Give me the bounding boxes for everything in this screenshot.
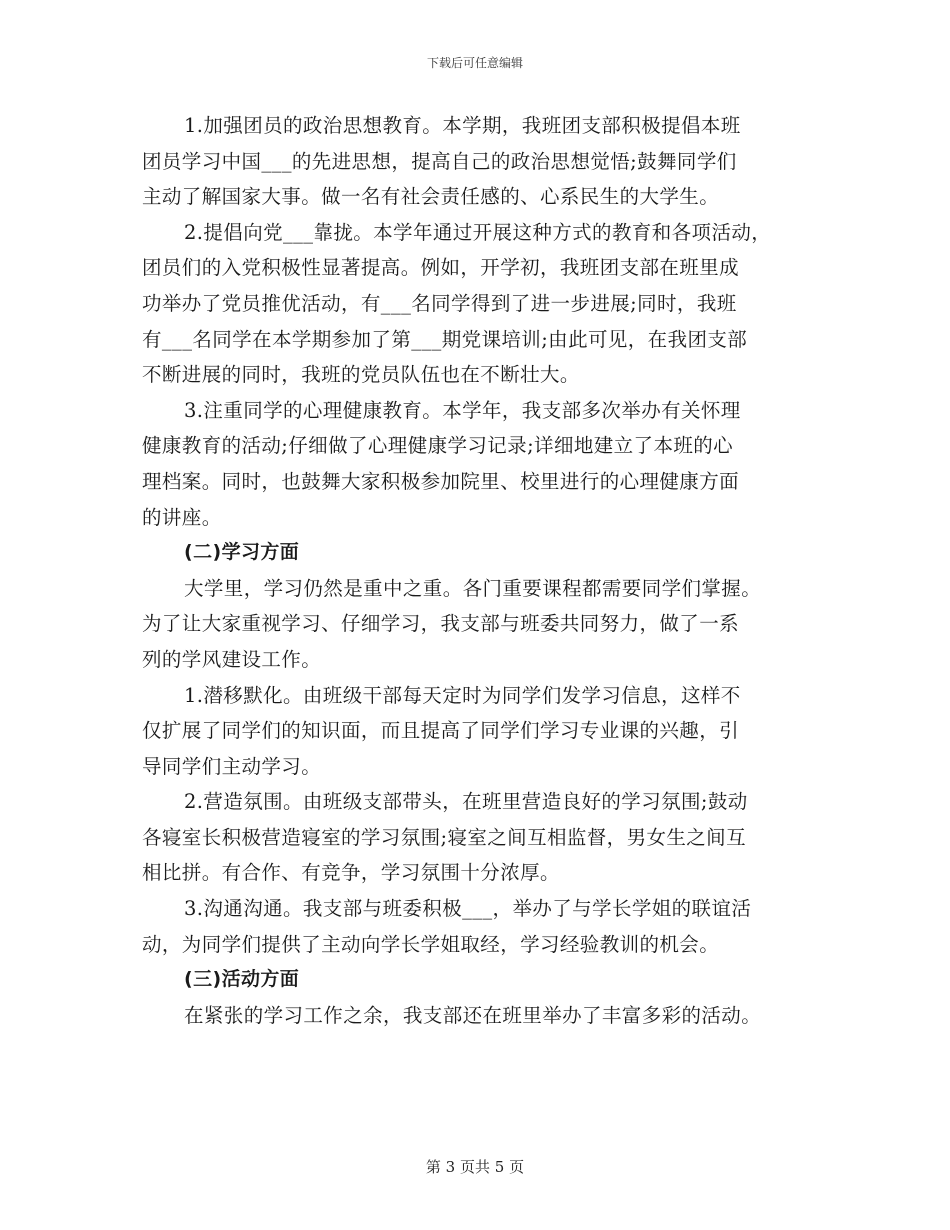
section-heading: (三)活动方面 xyxy=(184,968,300,991)
text-line: 功举办了党员推优活动，有___名同学得到了进一步进展;同时，我班 xyxy=(142,291,737,315)
page-footer: 第 3 页共 5 页 xyxy=(425,1158,525,1176)
text-line: 动，为同学们提供了主动向学长学姐取经，学习经验教训的机会。 xyxy=(142,932,720,956)
text-line: 理档案。同时，也鼓舞大家积极参加院里、校里进行的心理健康方面 xyxy=(142,469,740,493)
text-line: 1.加强团员的政治思想教育。本学期，我班团支部积极提倡本班 xyxy=(184,114,741,137)
text-line: 为了让大家重视学习、仔细学习，我支部与班委共同努力，做了一系 xyxy=(142,612,740,636)
text-line: 各寝室长积极营造寝室的学习氛围;寝室之间互相监督，男女生之间互 xyxy=(142,825,746,849)
page-header: 下载后可任意编辑 xyxy=(426,56,523,70)
text-line: 在紧张的学习工作之余，我支部还在班里举办了丰富多彩的活动。 xyxy=(184,1003,762,1027)
text-line: 3.沟通沟通。我支部与班委积极___，举办了与学长学姐的联谊活 xyxy=(184,897,752,921)
text-line: 3.注重同学的心理健康教育。本学年，我支部多次举办有关怀理 xyxy=(184,398,741,422)
text-line: 大学里，学习仍然是重中之重。各门重要课程都需要同学们掌握。 xyxy=(184,576,762,600)
text-line: 2.营造氛围。由班级支部带头，在班里营造良好的学习氛围;鼓动 xyxy=(184,790,748,814)
text-line: 的讲座。 xyxy=(142,505,222,529)
text-line: 团员们的入党积极性显著提高。例如，开学初，我班团支部在班里成 xyxy=(142,256,740,280)
text-line: 团员学习中国___的先进思想，提高自己的政治思想觉悟;鼓舞同学们 xyxy=(142,149,737,173)
text-line: 相比拼。有合作、有竞争，学习氛围十分浓厚。 xyxy=(142,861,560,885)
text-line: 1.潜移默化。由班级干部每天定时为同学们发学习信息，这样不 xyxy=(184,683,741,707)
section-heading: (二)学习方面 xyxy=(184,541,300,564)
text-line: 列的学风建设工作。 xyxy=(142,647,322,671)
text-line: 有___名同学在本学期参加了第___期党课培训;由此可见，在我团支部 xyxy=(142,327,748,351)
text-line: 2.提倡向党___靠拢。本学年通过开展这种方式的教育和各项活动， xyxy=(184,220,772,244)
document-body xyxy=(142,108,822,1033)
text-line: 主动了解国家大事。做一名有社会责任感的、心系民生的大学生。 xyxy=(142,185,720,209)
text-line: 健康教育的活动;仔细做了心理健康学习记录;详细地建立了本班的心 xyxy=(142,434,734,458)
text-line: 不断进展的同时，我班的党员队伍也在不断壮大。 xyxy=(142,363,580,387)
text-line: 仅扩展了同学们的知识面，而且提高了同学们学习专业课的兴趣，引 xyxy=(142,719,740,743)
text-line: 导同学们主动学习。 xyxy=(142,754,322,778)
